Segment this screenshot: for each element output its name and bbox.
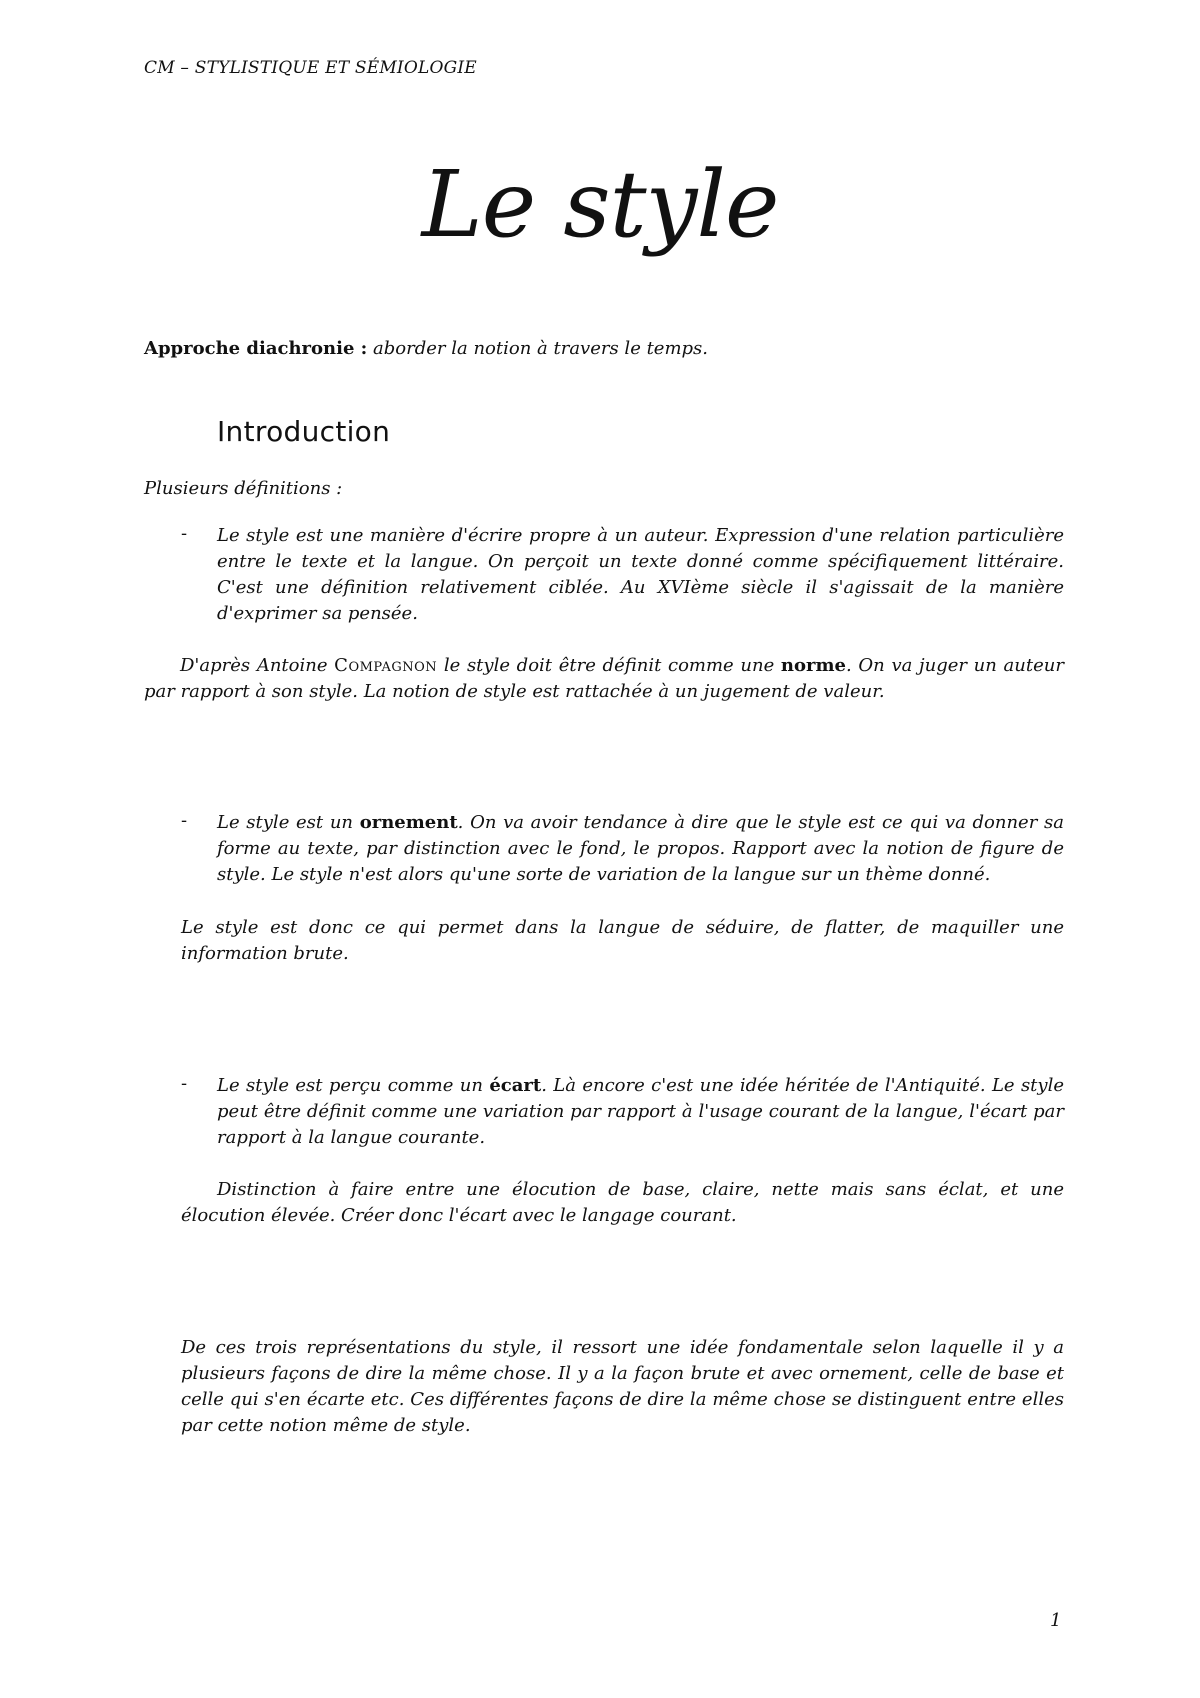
running-header: CM – STYLISTIQUE ET SÉMIOLOGIE: [144, 58, 477, 78]
definition-3-note: [181, 1177, 1064, 1229]
compagnon-paragraph: [144, 653, 1064, 705]
bullet-dash-1: -: [181, 523, 188, 544]
definition-2-note-body: Le style est donc ce qui permet dans la langue de séduire, de flatter, de maquiller une information brute.: [181, 917, 1064, 964]
compagnon-mid: le style doit être définit comme une: [443, 655, 775, 676]
compagnon-name: Compagnon: [334, 655, 438, 676]
definition-2-text: [217, 810, 1064, 888]
approche-line: [144, 338, 708, 359]
definition-3-before: Le style est perçu comme un: [217, 1075, 483, 1096]
compagnon-after: . On va juger un auteur par rapport à son style. La notion de style est rattachée à un jugement de valeur.: [144, 655, 1064, 702]
page-title: Le style: [421, 151, 779, 258]
keyword-ecart: écart: [489, 1075, 542, 1096]
keyword-ornement: ornement: [359, 812, 458, 833]
introduction-heading: Introduction: [217, 415, 391, 448]
definition-1-body: Le style est une manière d'écrire propre à un auteur. Expression d'une relation particulière entre le texte et la langue. On perçoit un texte donné comme spécifiquement littéraire. C'est une définition relativement ciblée. Au XVIème siècle il s'agissait de la manière d'exprimer sa pensée.: [217, 525, 1064, 624]
keyword-norme: norme: [780, 655, 846, 676]
definition-2-after: . On va avoir tendance à dire que le style est ce qui va donner sa forme au texte, par distinction avec le fond, le propos. Rapport avec la notion de figure de style. Le style n'est alors qu'une sorte de variation de la langue sur un thème donné.: [217, 812, 1064, 885]
definition-1-text: [217, 523, 1064, 627]
compagnon-before: D'après Antoine: [180, 655, 328, 676]
conclusion-body: De ces trois représentations du style, il ressort une idée fondamentale selon laquelle il y a plusieurs façons de dire la même chose. Il y a la façon brute et avec ornement, celle de base et celle qui s'en écarte etc. Ces différentes façons de dire la même chose se distinguent entre elles par cette notion même de style.: [181, 1337, 1064, 1436]
approche-text: aborder la notion à travers le temps.: [373, 338, 708, 359]
page-number: 1: [1050, 1610, 1062, 1631]
conclusion-paragraph: [181, 1335, 1064, 1439]
definitions-subheading: Plusieurs définitions :: [144, 478, 343, 499]
definition-3-after: . Là encore c'est une idée héritée de l'Antiquité. Le style peut être définit comme une variation par rapport à l'usage courant de la langue, l'écart par rapport à la langue courante.: [217, 1075, 1064, 1148]
definition-3-text: [217, 1073, 1064, 1151]
bullet-dash-3: -: [181, 1073, 188, 1094]
approche-label: Approche diachronie :: [144, 338, 368, 359]
definition-2-before: Le style est un: [217, 812, 354, 833]
bullet-dash-2: -: [181, 810, 188, 831]
definition-3-note-body: Distinction à faire entre une élocution de base, claire, nette mais sans éclat, et une élocution élevée. Créer donc l'écart avec le langage courant.: [181, 1179, 1064, 1226]
definition-2-note: [181, 915, 1064, 967]
